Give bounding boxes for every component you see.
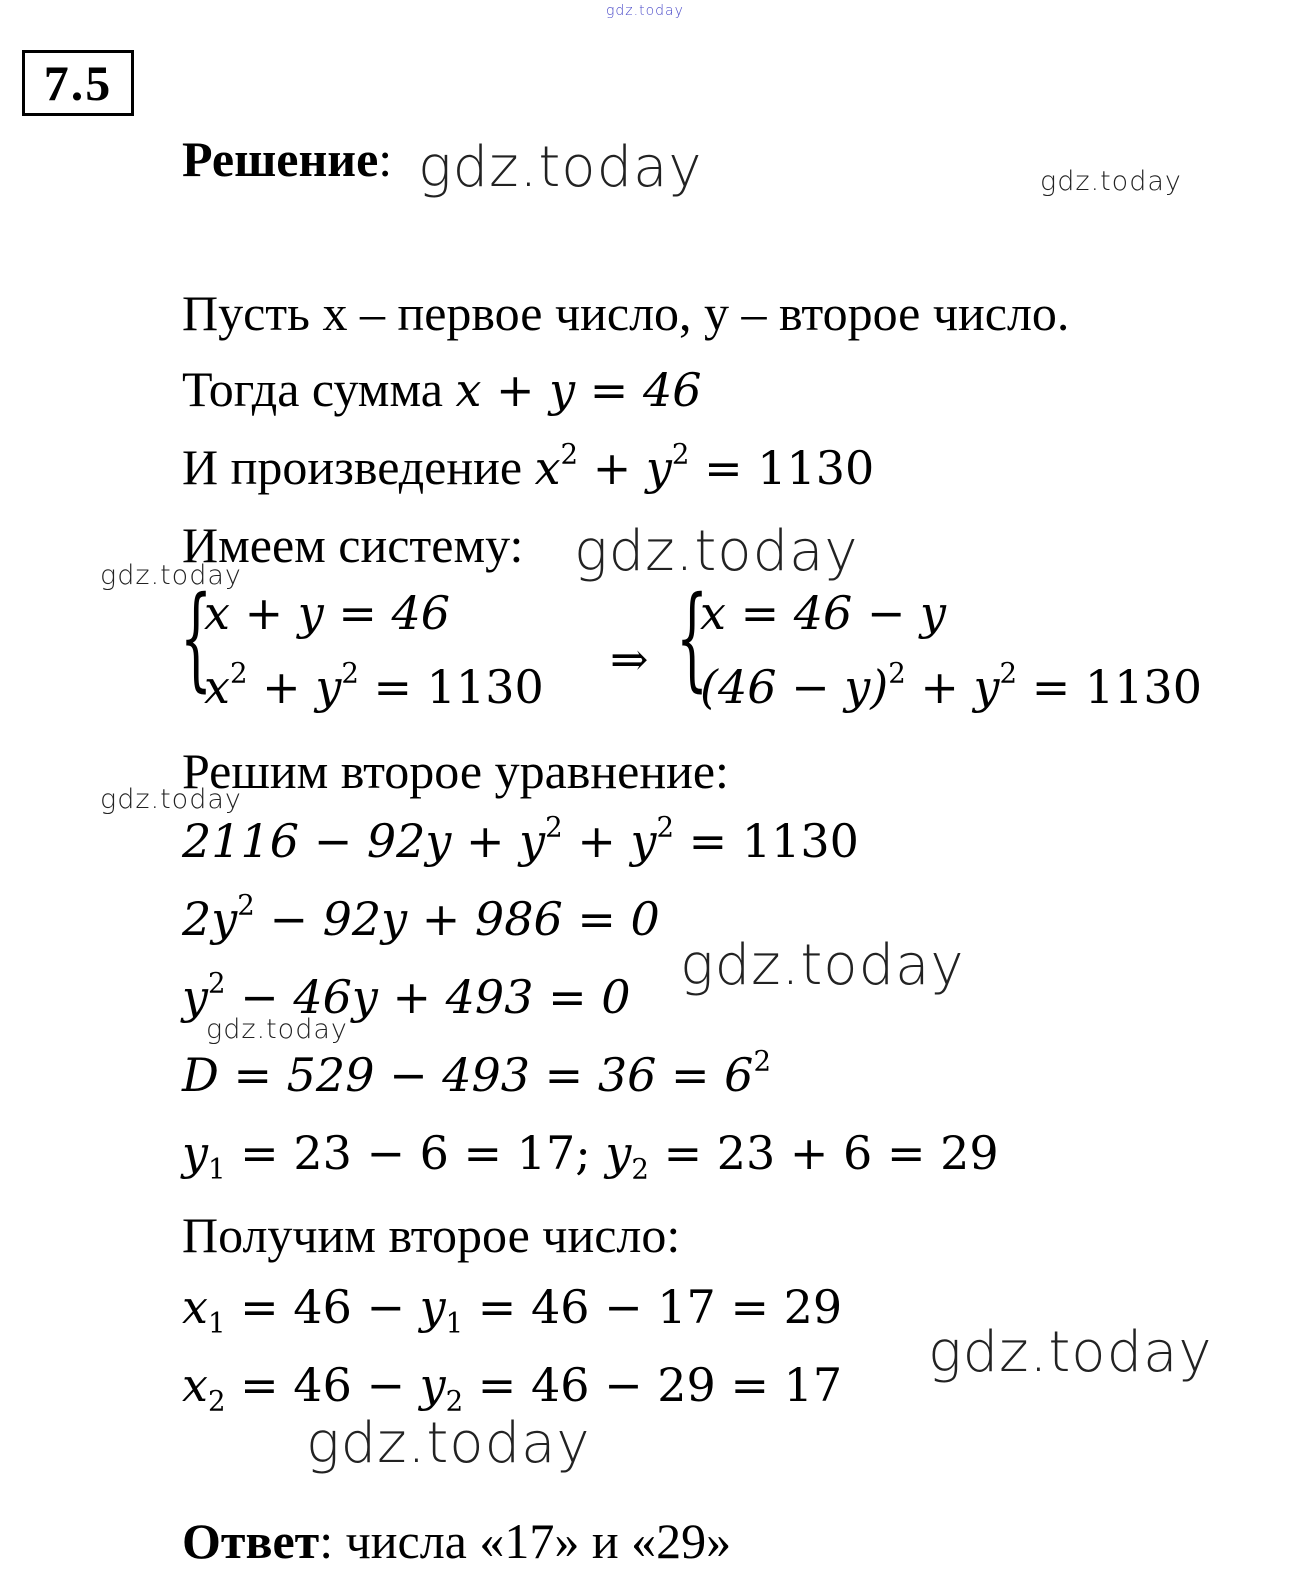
right-brace: {: [676, 573, 709, 703]
watermark: gdz.today: [574, 519, 859, 584]
var-x: x: [182, 1280, 208, 1334]
eq6-part-a: = 46 −: [225, 1280, 420, 1334]
system1-rhs: = 1130: [373, 660, 544, 714]
var-y: y: [605, 1126, 632, 1180]
watermark: gdz.today: [418, 135, 703, 200]
sub-1: 1: [208, 1152, 226, 1186]
equation-roots-y: [182, 1126, 999, 1186]
product-rhs: = 1130: [704, 441, 875, 495]
problem-number: 7.5: [22, 50, 134, 116]
eq7-part-a: = 46 −: [225, 1358, 420, 1412]
system2-plus-y: + y: [920, 660, 1000, 714]
exp-2: 2: [656, 810, 675, 844]
watermark: gdz.today: [100, 784, 242, 815]
implies-arrow: ⇒: [610, 632, 649, 686]
equation-quadratic: [182, 888, 660, 946]
eq7-part-b: = 46 − 29 = 17: [463, 1358, 843, 1412]
line-sum: [182, 361, 702, 417]
equation-discriminant: [182, 1044, 771, 1102]
line-product: [182, 437, 875, 495]
line-system-intro: Имеем систему:: [182, 517, 524, 573]
line-solve-second: Решим второе уравнение:: [182, 743, 729, 799]
var-x: x: [534, 441, 561, 495]
exp-2: 2: [999, 656, 1018, 690]
sub-1: 1: [207, 1306, 226, 1340]
sum-expr: x + y = 46: [455, 363, 702, 417]
watermark: gdz.today: [206, 1014, 348, 1045]
var-x: x: [182, 1358, 208, 1412]
exp-2: 2: [237, 888, 255, 922]
left-brace: {: [180, 573, 213, 703]
exp-2: 2: [208, 966, 226, 1000]
watermark: gdz.today: [680, 933, 965, 998]
watermark: gdz.today: [306, 1411, 591, 1476]
line-get-second: Получим второе число:: [182, 1207, 681, 1263]
sub-2: 2: [631, 1152, 649, 1186]
var-x: x: [204, 660, 230, 714]
var-y: y: [419, 1280, 446, 1334]
watermark: gdz.today: [100, 560, 242, 591]
system2-row2: [700, 656, 1202, 714]
system1-row1: [204, 586, 451, 640]
system2-paren: (46 − y): [700, 660, 889, 714]
exp-2: 2: [888, 656, 906, 690]
solution-colon: :: [378, 131, 393, 187]
eq6-part-b: = 46 − 17 = 29: [463, 1280, 843, 1334]
system2-rhs: = 1130: [1031, 660, 1202, 714]
exp-2: 2: [341, 656, 359, 690]
line-let-x-y: Пусть х – первое число, у – второе число.: [182, 285, 1070, 341]
solution-label: Решение: [182, 131, 379, 187]
eq5-part-a: = 23 − 6 = 17;: [225, 1126, 606, 1180]
sub-1: 1: [445, 1306, 464, 1340]
system2-row1: [700, 586, 947, 640]
equation-expand: [182, 810, 859, 868]
var-y: y: [182, 1126, 208, 1180]
eq5-part-b: = 23 + 6 = 29: [648, 1126, 999, 1180]
exp-2: 2: [229, 656, 248, 690]
eq4-part-a: D = 529 − 493 = 36 = 6: [182, 1048, 754, 1102]
solution-heading: [182, 131, 393, 187]
sub-2: 2: [445, 1384, 464, 1418]
eq3-part-b: − 46y + 493 = 0: [225, 970, 631, 1024]
sum-equation: [455, 363, 701, 417]
system1-row2: $x^2 + y^2 = 1130$: [204, 656, 544, 714]
eq1-rhs: = 1130: [674, 814, 859, 868]
var-y: y: [645, 441, 672, 495]
equation-x2: [182, 1358, 843, 1418]
watermark: gdz.today: [1040, 166, 1182, 197]
exp-2: 2: [545, 810, 563, 844]
exp-2: 2: [753, 1044, 771, 1078]
var-y: y: [419, 1358, 446, 1412]
answer-label: Ответ: [182, 1513, 320, 1569]
system1-eq1: x + y = 46: [204, 586, 451, 640]
exp-2: 2: [671, 437, 690, 471]
eq1-part-b: + y: [562, 814, 657, 868]
answer-text: : числа «17» и «29»: [319, 1513, 732, 1569]
sum-label: Тогда сумма: [182, 361, 456, 417]
equation-x1: [182, 1280, 843, 1340]
equation-reduced: [182, 966, 631, 1024]
product-label: И произведение: [182, 439, 535, 495]
exp-2: 2: [560, 437, 579, 471]
system2-eq1: x = 46 − y: [700, 586, 947, 640]
sub-2: 2: [207, 1384, 226, 1418]
answer-line: [182, 1513, 732, 1569]
product-equation: $x^2 + y^2 = 1130$: [534, 437, 875, 495]
eq2-part-b: − 92y + 986 = 0: [254, 892, 660, 946]
eq1-part-a: 2116 − 92y + y: [182, 814, 546, 868]
watermark-top: gdz.today: [606, 3, 684, 19]
watermark: gdz.today: [928, 1320, 1213, 1385]
eq3-part-a: y: [182, 970, 208, 1024]
var-y: y: [315, 660, 342, 714]
eq2-part-a: 2y: [182, 892, 238, 946]
